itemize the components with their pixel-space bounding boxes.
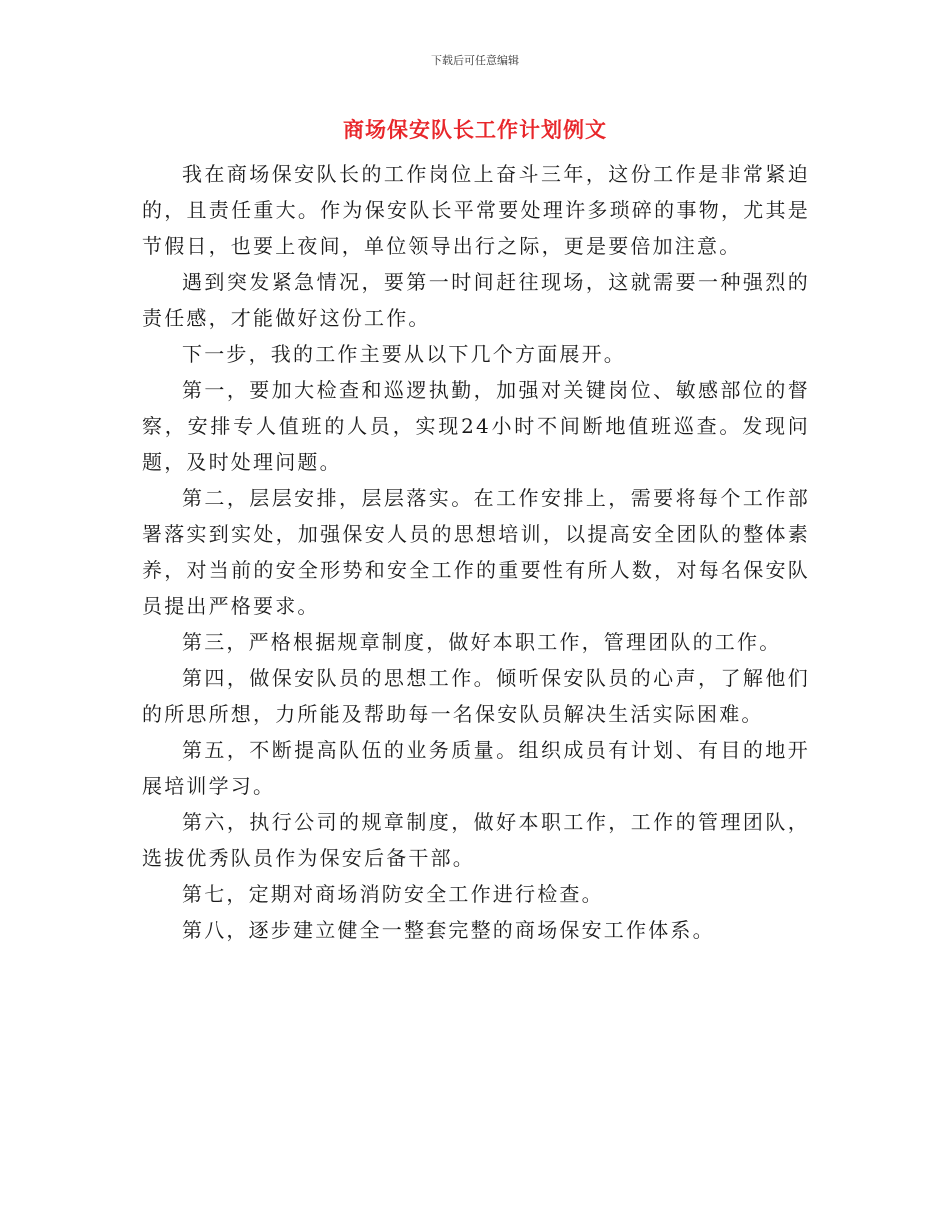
- paragraph-10: 第七，定期对商场消防安全工作进行检查。: [182, 882, 604, 906]
- paragraph-11: 第八，逐步建立健全一整套完整的商场保安工作体系。: [182, 918, 715, 942]
- paragraph-1: 我在商场保安队长的工作岗位上奋斗三年，这份工作是非常紧迫的，且责任重大。作为保安队长平常要处理许多琐碎的事物，尤其是节假日，也要上夜间，单位领导出行之际，更是要倍加注意。: [142, 162, 810, 258]
- header-note: 下载后可任意编辑: [431, 54, 519, 67]
- paragraph-9: 第六，执行公司的规章制度，做好本职工作，工作的管理团队，选拔优秀队员作为保安后备干部。: [142, 810, 810, 870]
- paragraph-3: 下一步，我的工作主要从以下几个方面展开。: [182, 342, 626, 366]
- paragraph-2: 遇到突发紧急情况，要第一时间赶往现场，这就需要一种强烈的责任感，才能做好这份工作。: [142, 270, 810, 330]
- paragraph-6: 第三，严格根据规章制度，做好本职工作，管理团队的工作。: [182, 630, 782, 654]
- document-title: 商场保安队长工作计划例文: [343, 118, 607, 142]
- paragraph-7: 第四，做保安队员的思想工作。倾听保安队员的心声，了解他们的所思所想，力所能及帮助每一名保安队员解决生活实际困难。: [142, 666, 810, 726]
- document-body: [142, 156, 810, 948]
- paragraph-8: 第五，不断提高队伍的业务质量。组织成员有计划、有目的地开展培训学习。: [142, 738, 810, 798]
- paragraph-4: 第一，要加大检查和巡逻执勤，加强对关键岗位、敏感部位的督察，安排专人值班的人员，实现24小时不间断地值班巡查。发现问题，及时处理问题。: [142, 378, 810, 474]
- paragraph-5: 第二，层层安排，层层落实。在工作安排上，需要将每个工作部署落实到实处，加强保安人员的思想培训，以提高安全团队的整体素养，对当前的安全形势和安全工作的重要性有所人数，对每名保安队员提出严格要求。: [142, 486, 810, 618]
